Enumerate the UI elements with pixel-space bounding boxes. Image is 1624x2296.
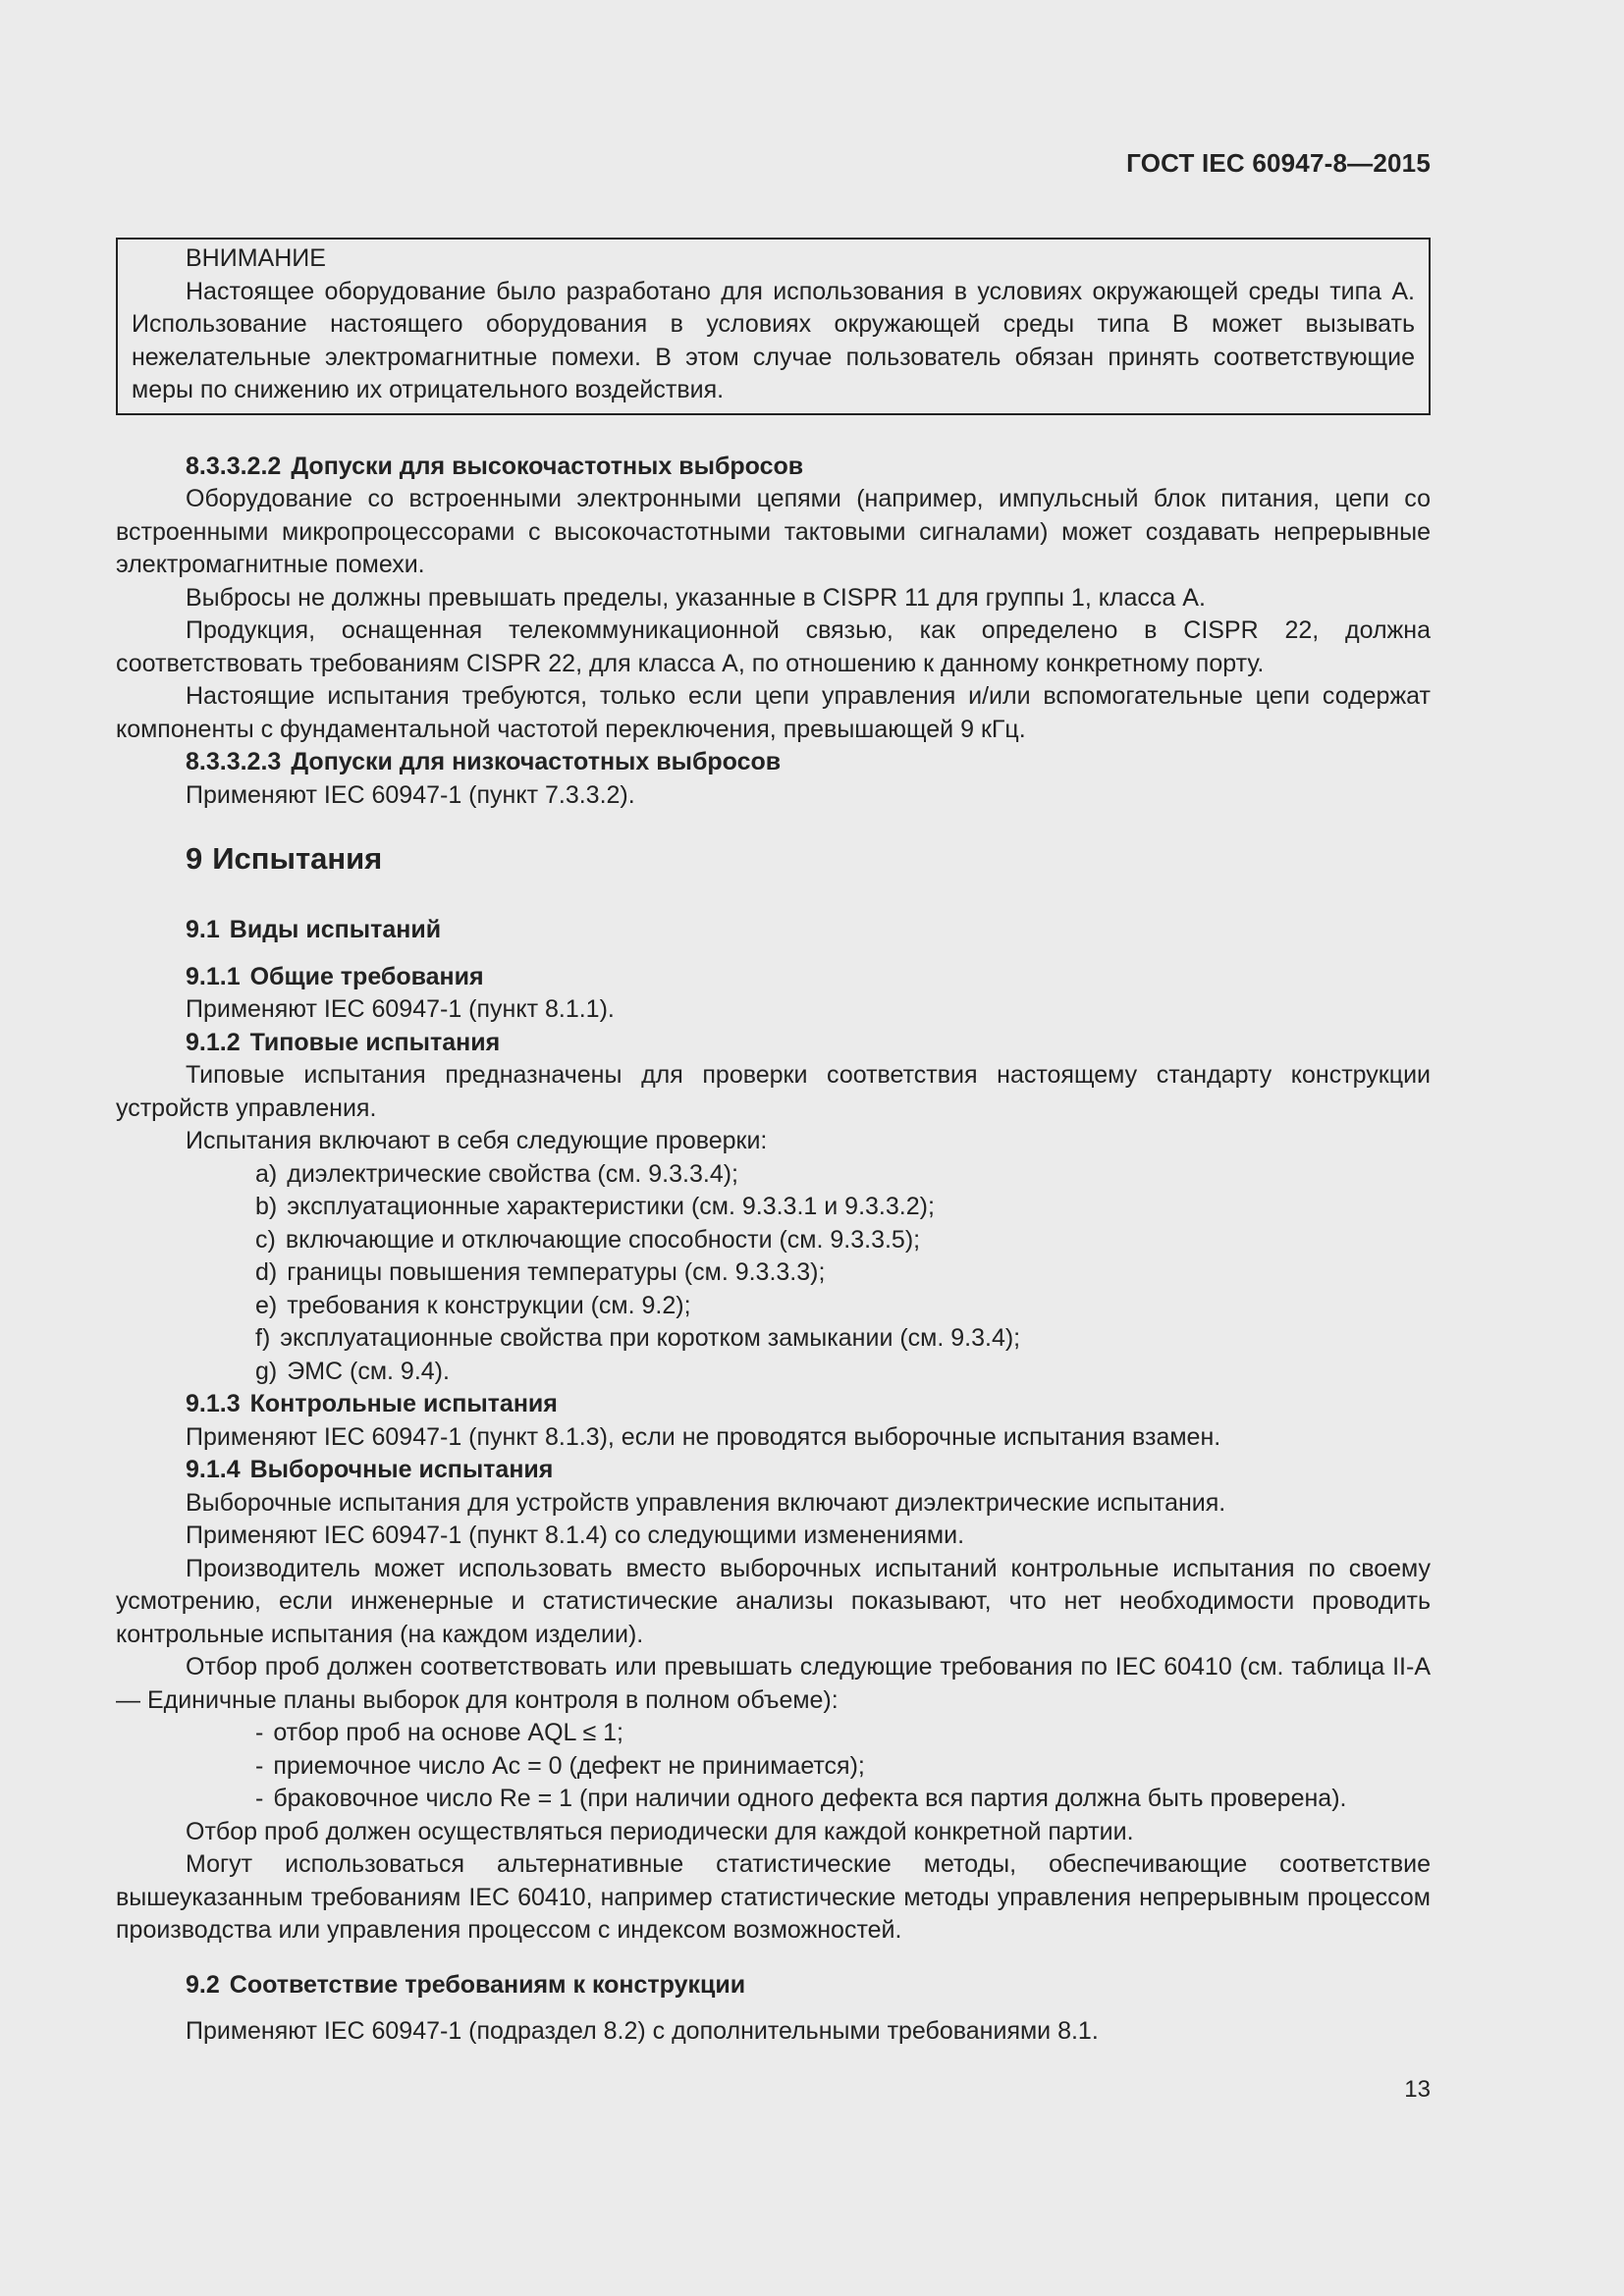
- paragraph: Типовые испытания предназначены для проверки соответствия настоящему стандарту конструкции устройств управления.: [116, 1061, 1431, 1122]
- paragraph: Применяют IEC 60947-1 (пункт 8.1.4) со следующими изменениями.: [186, 1522, 965, 1549]
- subsection-number: 9.1: [186, 916, 220, 943]
- subsection-title: Соответствие требованиям к конструкции: [229, 1970, 746, 1999]
- list-item-label: f): [255, 1324, 271, 1352]
- paragraph: Выбросы не должны превышать пределы, указанные в CISPR 11 для группы 1, класса А.: [186, 583, 1206, 612]
- paragraph: Производитель может использовать вместо выборочных испытаний контрольные испытания по своему усмотрению, если инженерные и статистические анализы показывают, что нет необходимости проводить контрольные испытания (на каждом изделии).: [116, 1554, 1431, 1648]
- section-9-1-4: [116, 1454, 1431, 1948]
- section-8-3-3-2-2: [116, 451, 1431, 747]
- paragraph: Применяют IEC 60947-1 (пункт 8.1.1).: [186, 995, 615, 1023]
- notice-box: [116, 238, 1431, 415]
- section-heading: [116, 1027, 1431, 1060]
- subsection-heading: [116, 914, 1431, 947]
- section-number: 9.1.4: [186, 1456, 241, 1483]
- chapter-title: Испытания: [212, 841, 383, 876]
- chapter-heading: [116, 839, 1431, 879]
- section-title: Допуски для высокочастотных выбросов: [291, 452, 804, 480]
- section-heading: [116, 746, 1431, 779]
- section-title: Типовые испытания: [249, 1028, 501, 1056]
- section-8-3-3-2-3: [116, 746, 1431, 812]
- section-title: Выборочные испытания: [249, 1456, 554, 1483]
- subsection-heading: [116, 1969, 1431, 2002]
- dash-item: [116, 1783, 1431, 1816]
- section-9-1-2: [116, 1027, 1431, 1389]
- dash-marker: -: [255, 1719, 264, 1746]
- list-item: [116, 1158, 1431, 1192]
- list-item-label: b): [255, 1193, 278, 1220]
- chapter-number: 9: [186, 841, 203, 876]
- section-number: 9.1.2: [186, 1028, 241, 1056]
- notice-title: ВНИМАНИЕ: [186, 244, 326, 272]
- section-title: Контрольные испытания: [249, 1390, 558, 1417]
- list-item: [116, 1290, 1431, 1323]
- dash-item: [116, 1750, 1431, 1784]
- section-heading: [116, 1454, 1431, 1487]
- section-heading: [116, 961, 1431, 994]
- list-item-text: требования к конструкции (см. 9.2);: [287, 1291, 691, 1319]
- list-item-label: d): [255, 1258, 278, 1286]
- list-item-label: e): [255, 1291, 278, 1319]
- document-code: ГОСТ IEC 60947-8—2015: [1126, 148, 1431, 178]
- dash-marker: -: [255, 1751, 264, 1780]
- list-item-label: c): [255, 1225, 276, 1254]
- paragraph: Применяют IEC 60947-1 (пункт 7.3.3.2).: [186, 780, 635, 809]
- paragraph: Отбор проб должен соответствовать или превышать следующие требования по IEC 60410 (см. таблица II-А — Единичные планы выборок для контроля в полном объеме):: [116, 1653, 1431, 1714]
- section-number: 8.3.3.2.3: [186, 748, 282, 775]
- list-item: [116, 1322, 1431, 1356]
- section-9-1-1: [116, 961, 1431, 1027]
- dash-item-text: отбор проб на основе AQL ≤ 1;: [273, 1719, 623, 1746]
- section-number: 9.1.1: [186, 962, 241, 990]
- list-item-text: эксплуатационные характеристики (см. 9.3.3.1 и 9.3.3.2);: [287, 1193, 935, 1220]
- dash-item-text: браковочное число Re = 1 (при наличии одного дефекта вся партия должна быть проверена).: [273, 1785, 1347, 1812]
- list-item-text: ЭМС (см. 9.4).: [287, 1357, 450, 1385]
- dash-item: [116, 1717, 1431, 1750]
- list-item-text: диэлектрические свойства (см. 9.3.3.4);: [287, 1159, 738, 1188]
- paragraph: Могут использоваться альтернативные статистические методы, обеспечивающие соответствие вышеуказанным требованиям IEC 60410, например статистические методы управления непрерывным процессом производства или управления процессом с индексом возможностей.: [116, 1850, 1431, 1944]
- list-item-label: a): [255, 1159, 278, 1188]
- list-item-text: границы повышения температуры (см. 9.3.3.3);: [287, 1258, 826, 1286]
- section-heading: [116, 451, 1431, 484]
- page-content: [116, 238, 1431, 2049]
- paragraph: Продукция, оснащенная телекоммуникационной связью, как определено в CISPR 22, должна соответствовать требованиям CISPR 22, для класса А, по отношению к данному конкретному порту.: [116, 616, 1431, 677]
- section-number: 9.1.3: [186, 1390, 241, 1417]
- subsection-title: Виды испытаний: [229, 916, 442, 943]
- dash-marker: -: [255, 1785, 264, 1812]
- section-number: 8.3.3.2.2: [186, 452, 282, 480]
- list-item-text: эксплуатационные свойства при коротком замыкании (см. 9.3.4);: [280, 1324, 1021, 1352]
- list-item: [116, 1191, 1431, 1224]
- dash-item-text: приемочное число Ac = 0 (дефект не принимается);: [273, 1751, 865, 1780]
- list-item: [116, 1224, 1431, 1257]
- paragraph: Отбор проб должен осуществляться периодически для каждой конкретной партии.: [186, 1817, 1134, 1845]
- section-heading: [116, 1388, 1431, 1421]
- section-title: Общие требования: [249, 962, 484, 990]
- paragraph: Выборочные испытания для устройств управления включают диэлектрические испытания.: [186, 1488, 1226, 1517]
- paragraph: Испытания включают в себя следующие проверки:: [186, 1127, 768, 1154]
- notice-text: Настоящее оборудование было разработано для использования в условиях окружающей среды типа А. Использование настоящего оборудования в условиях окружающей среды типа В может вызывать нежелательные электромагнитные помехи. В этом случае пользователь обязан принять соответствующие меры по снижению их отрицательного воздействия.: [132, 277, 1415, 403]
- list-item: [116, 1356, 1431, 1389]
- section-title: Допуски для низкочастотных выбросов: [291, 748, 782, 775]
- paragraph: Применяют IEC 60947-1 (подраздел 8.2) с дополнительными требованиями 8.1.: [186, 2017, 1099, 2045]
- page-number: 13: [1404, 2076, 1431, 2103]
- list-item-text: включающие и отключающие способности (см. 9.3.3.5);: [285, 1225, 921, 1254]
- section-9-1-3: [116, 1388, 1431, 1454]
- list-item-label: g): [255, 1357, 278, 1385]
- paragraph: Применяют IEC 60947-1 (пункт 8.1.3), если не проводятся выборочные испытания взамен.: [186, 1422, 1221, 1451]
- paragraph: Настоящие испытания требуются, только если цепи управления и/или вспомогательные цепи содержат компоненты с фундаментальной частотой переключения, превышающей 9 кГц.: [116, 682, 1431, 743]
- list-item: [116, 1256, 1431, 1290]
- paragraph: Оборудование со встроенными электронными цепями (например, импульсный блок питания, цепи со встроенными микропроцессорами с высокочастотными тактовыми сигналами) может создавать непрерывные электромагнитные помехи.: [116, 485, 1431, 578]
- subsection-number: 9.2: [186, 1970, 220, 1999]
